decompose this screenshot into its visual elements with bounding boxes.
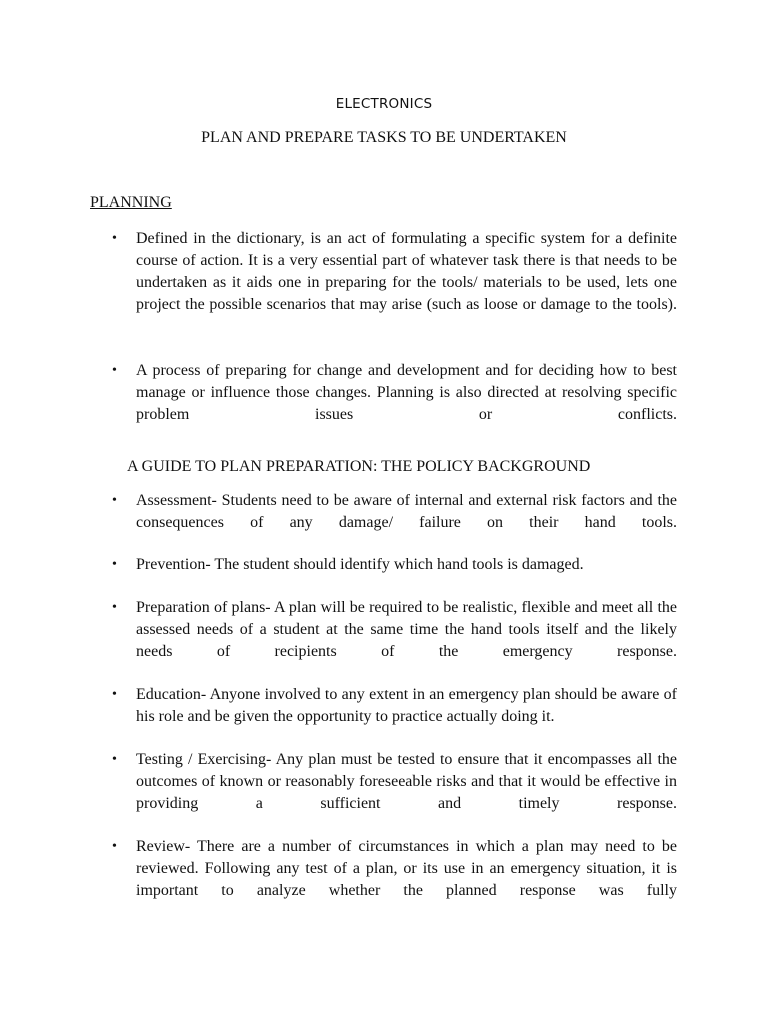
bullet-marker: • (112, 687, 117, 702)
planning-bullet-text: Defined in the dictionary, is an act of formulating a specific system for a definite course of action. It is a very essential part of whatever task there is that needs to be undertaken as it aids one in preparing for the tools/ materials to be used, lets one project the possible scenarios that may arise (such as loose or damage to the tools). (136, 230, 677, 313)
page-title: PLAN AND PREPARE TASKS TO BE UNDERTAKEN (201, 129, 567, 146)
planning-bullet-2 (112, 360, 677, 426)
guide-bullet-text: Education- Anyone involved to any extent in an emergency plan should be aware of his role and be given the opportunity to practice actually doing it. (136, 686, 677, 725)
bullet-marker: • (112, 839, 117, 854)
bullet-marker: • (112, 493, 117, 508)
guide-bullet-text: Testing / Exercising- Any plan must be tested to ensure that it encompasses all the outcomes of known or reasonably foreseeable risks and that it would be effective in providing a sufficient and timely response. (136, 751, 677, 812)
guide-heading: A GUIDE TO PLAN PREPARATION: THE POLICY BACKGROUND (127, 458, 591, 475)
planning-bullet-text: A process of preparing for change and development and for deciding how to best manage or influence those changes. Planning is also directed at resolving specific problem issues or conflicts. (136, 362, 677, 423)
bullet-marker: • (112, 752, 117, 767)
subject-heading: ELECTRONICS (335, 96, 433, 112)
bullet-marker: • (112, 600, 117, 615)
planning-heading: PLANNING (90, 194, 172, 211)
guide-bullet-preparation (112, 597, 677, 663)
planning-bullet-1 (112, 228, 677, 316)
guide-bullet-prevention (112, 554, 677, 576)
guide-bullet-education (112, 684, 677, 728)
guide-bullet-text: Prevention- The student should identify which hand tools is damaged. (136, 556, 584, 573)
guide-bullet-assessment (112, 490, 677, 534)
guide-bullet-testing (112, 749, 677, 815)
bullet-marker: • (112, 363, 117, 378)
guide-bullet-review (112, 836, 677, 902)
guide-bullet-text: Assessment- Students need to be aware of internal and external risk factors and the consequences of any damage/ failure on their hand tools. (136, 492, 677, 531)
guide-bullet-text: Review- There are a number of circumstances in which a plan may need to be reviewed. Following any test of a plan, or its use in an emergency situation, it is important to analyze whether the planned response was fully (136, 838, 677, 899)
bullet-marker: • (112, 231, 117, 246)
bullet-marker: • (112, 557, 117, 572)
guide-bullet-text: Preparation of plans- A plan will be required to be realistic, flexible and meet all the assessed needs of a student at the same time the hand tools itself and the likely needs of recipients of the emergency response. (136, 599, 677, 660)
